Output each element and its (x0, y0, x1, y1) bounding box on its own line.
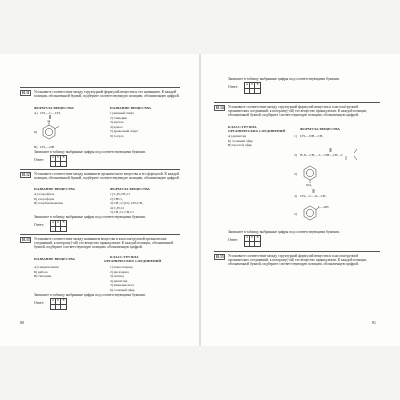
digit-label: 4) (294, 194, 297, 198)
task-separator (20, 87, 180, 88)
fill-in-instruction: Запишите в таблицу выбранные цифры под соответствующими буквами. (34, 215, 146, 219)
answer-cell[interactable] (255, 89, 260, 94)
task-separator (20, 234, 180, 235)
formula-v: CH₃—OH (40, 145, 55, 149)
answer-header: Б (56, 299, 61, 305)
list-item: 2) CHCl₃ (110, 196, 123, 201)
answer-label: Ответ: (34, 158, 45, 162)
formula-a-oxygen: O (47, 119, 50, 123)
answer-header: В (61, 299, 66, 305)
answer-header: В (61, 221, 66, 227)
list-item: В) тиэтерин (34, 274, 52, 278)
formula-2: H₂N—CH₂—C—NH—CH—C (300, 153, 344, 157)
list-item: 6) сложный эфир (110, 287, 135, 292)
left-page (0, 54, 200, 346)
benzene-ring-icon (302, 164, 324, 184)
task-prompt: Установите соответствие между структурной формулой вещества и классом/группой органических соединений, к которому(-ой) это вещество принадлежит. К каждой позиции, обозначенной буквой, подберите соответствующую позицию, обозначенную цифрой. (228, 104, 368, 117)
task-separator (214, 251, 380, 252)
task-prompt: Установите соответствие между структурной формулой вещества и классом/группой органических соединений, к которому(-ой) это вещество принадлежит. К каждой позиции, обозначенной буквой, подберите соответствующую позицию, обозначенную цифрой. (228, 253, 368, 266)
formula-3: NO₂ (306, 183, 313, 187)
answer-header: А (245, 236, 250, 242)
task-separator (20, 169, 180, 170)
answer-header: Б (56, 156, 61, 162)
answer-table[interactable] (50, 155, 67, 167)
column-header-formula: ФОРМУЛА ВЕЩЕСТВА (34, 106, 74, 110)
answer-label: Ответ: (34, 223, 45, 227)
page-number: 81 (372, 320, 376, 325)
list-item: Б) хлороформ (34, 196, 55, 201)
list-item: 6) толуол (110, 133, 124, 138)
answer-header: А (51, 299, 56, 305)
formula-5: C—OH (318, 205, 329, 209)
column-header-formula: ФОРМУЛА ВЕЩЕСТВА (110, 187, 150, 191)
answer-cell[interactable] (61, 227, 66, 232)
list-item: Б) сложный эфир (228, 138, 253, 143)
book-spread (0, 54, 400, 346)
list-item: 5) древесный спирт (110, 129, 139, 133)
list-item: 2) глицерин (110, 115, 128, 120)
answer-table[interactable] (244, 235, 261, 247)
fill-in-instruction: Запишите в таблицу выбранные цифры под соответствующими буквами. (228, 230, 340, 234)
digit-label: 3) (294, 172, 297, 176)
column-header-name: НАЗВАНИЕ ВЕЩЕСТВА (34, 257, 76, 261)
answer-label: Ответ: (34, 301, 45, 305)
list-item: А) хлорофилл (34, 192, 55, 196)
task-number: 10.11 (21, 91, 30, 95)
task-prompt: Установите соответствие между названием вещества и классом/группой органических соединений, к которому(-ой) это вещество принадлежит. К каждой позиции, обозначенной буквой, подберите соответствующую позицию, обозначенную цифрой. (34, 236, 174, 249)
answer-header: А (51, 156, 56, 162)
digit-label: 1) (294, 134, 297, 138)
answer-table[interactable] (244, 82, 261, 94)
column-header-class-sub: ОРГАНИЧЕСКИХ СОЕДИНЕНИЙ (104, 259, 162, 263)
list-item: 3) CH₂=C(Cl)–CH=CH₂ (110, 201, 144, 205)
list-item: 4) C₆H₅Cl (110, 205, 124, 210)
answer-header: Б (56, 221, 61, 227)
list-item: В) простой эфир (228, 143, 252, 147)
digit-label: 5) (294, 212, 297, 216)
fill-in-instruction: Запишите в таблицу выбранные цифры под соответствующими буквами. (228, 77, 340, 81)
list-item: Б) рибоза (34, 269, 48, 274)
task-number: 10.13 (21, 238, 30, 242)
column-header-name: НАЗВАНИЕ ВЕЩЕСТВА (34, 187, 76, 191)
formula-1: CH₃—NH—CH₃ (300, 134, 324, 138)
answer-table[interactable] (50, 220, 67, 232)
list-item: 3) пептид (110, 274, 124, 278)
task-prompt: Установите соответствие между структурной формулой вещества и его названием. К каждой позиции, обозначенной буквой, подберите соответствующую позицию, обозначенную цифрой. (34, 89, 180, 98)
column-header-class-sub: ОРГАНИЧЕСКИХ СОЕДИНЕНИЙ (228, 129, 286, 133)
task-number: 10.12 (21, 173, 30, 177)
right-page (200, 54, 400, 346)
answer-cell[interactable] (61, 305, 66, 310)
answer-header: В (255, 83, 260, 89)
answer-cell[interactable] (61, 162, 66, 167)
list-item: 2) дисахарид (110, 269, 129, 274)
benzene-ring-icon (42, 124, 64, 144)
column-header-class: КЛАСС/ГРУППА (228, 125, 257, 129)
task-separator (214, 102, 380, 103)
answer-header: Б (250, 236, 255, 242)
answer-header: В (61, 156, 66, 162)
answer-label: Ответ: (228, 85, 239, 89)
fill-in-instruction: Запишите в таблицу выбранные цифры под соответствующими буквами. (34, 293, 146, 297)
answer-header: Б (250, 83, 255, 89)
formula-a: CH₃—C—CH₃ (40, 111, 61, 115)
answer-label: Ответ: (228, 238, 239, 242)
list-item: А) дипептид (228, 134, 247, 138)
formula-4: CH₃—C—O—CH₃ (300, 194, 327, 198)
option-letter: Б) (34, 130, 38, 134)
list-item: 4) дипептид (110, 278, 128, 283)
list-item: 5) аминокислота (110, 283, 134, 287)
task-number: 10.14 (215, 106, 224, 110)
task-number: 10.15 (215, 255, 224, 259)
answer-header: А (245, 83, 250, 89)
fill-in-instruction: Запишите в таблицу выбранные цифры под соответствующими буквами. (34, 150, 146, 154)
answer-header: В (255, 236, 260, 242)
task-prompt: Установите соответствие между названием органического вещества и его формулой. К каждой позиции, обозначенной буквой, подберите соответствующую позицию, обозначенную цифрой. (34, 171, 180, 180)
list-item: 1) C₆H₅CH₂Cl (110, 192, 130, 196)
answer-header: А (51, 221, 56, 227)
option-letter: В) (34, 145, 38, 149)
answer-cell[interactable] (255, 242, 260, 247)
digit-label: 2) (294, 153, 297, 157)
list-item: 3) ацетон (110, 120, 124, 124)
list-item: 1) винный спирт (110, 111, 134, 115)
list-item: 5) CH₂Cl–CH₂Cl (110, 210, 134, 214)
list-item: 1) моносахарид (110, 265, 133, 269)
answer-table[interactable] (50, 298, 67, 310)
page-number: 80 (20, 320, 24, 325)
list-item: А) глицилаланин (34, 265, 59, 269)
option-letter: А) (34, 111, 38, 115)
column-header-name: НАЗВАНИЕ ВЕЩЕСТВА (110, 106, 152, 110)
column-header-formula: ФОРМУЛА ВЕЩЕСТВА (300, 127, 340, 131)
list-item: В) хлорбензилкетин (34, 201, 64, 205)
column-header-class: КЛАСС/ГРУППА (110, 255, 139, 259)
list-item: 4) кумол (110, 124, 123, 129)
